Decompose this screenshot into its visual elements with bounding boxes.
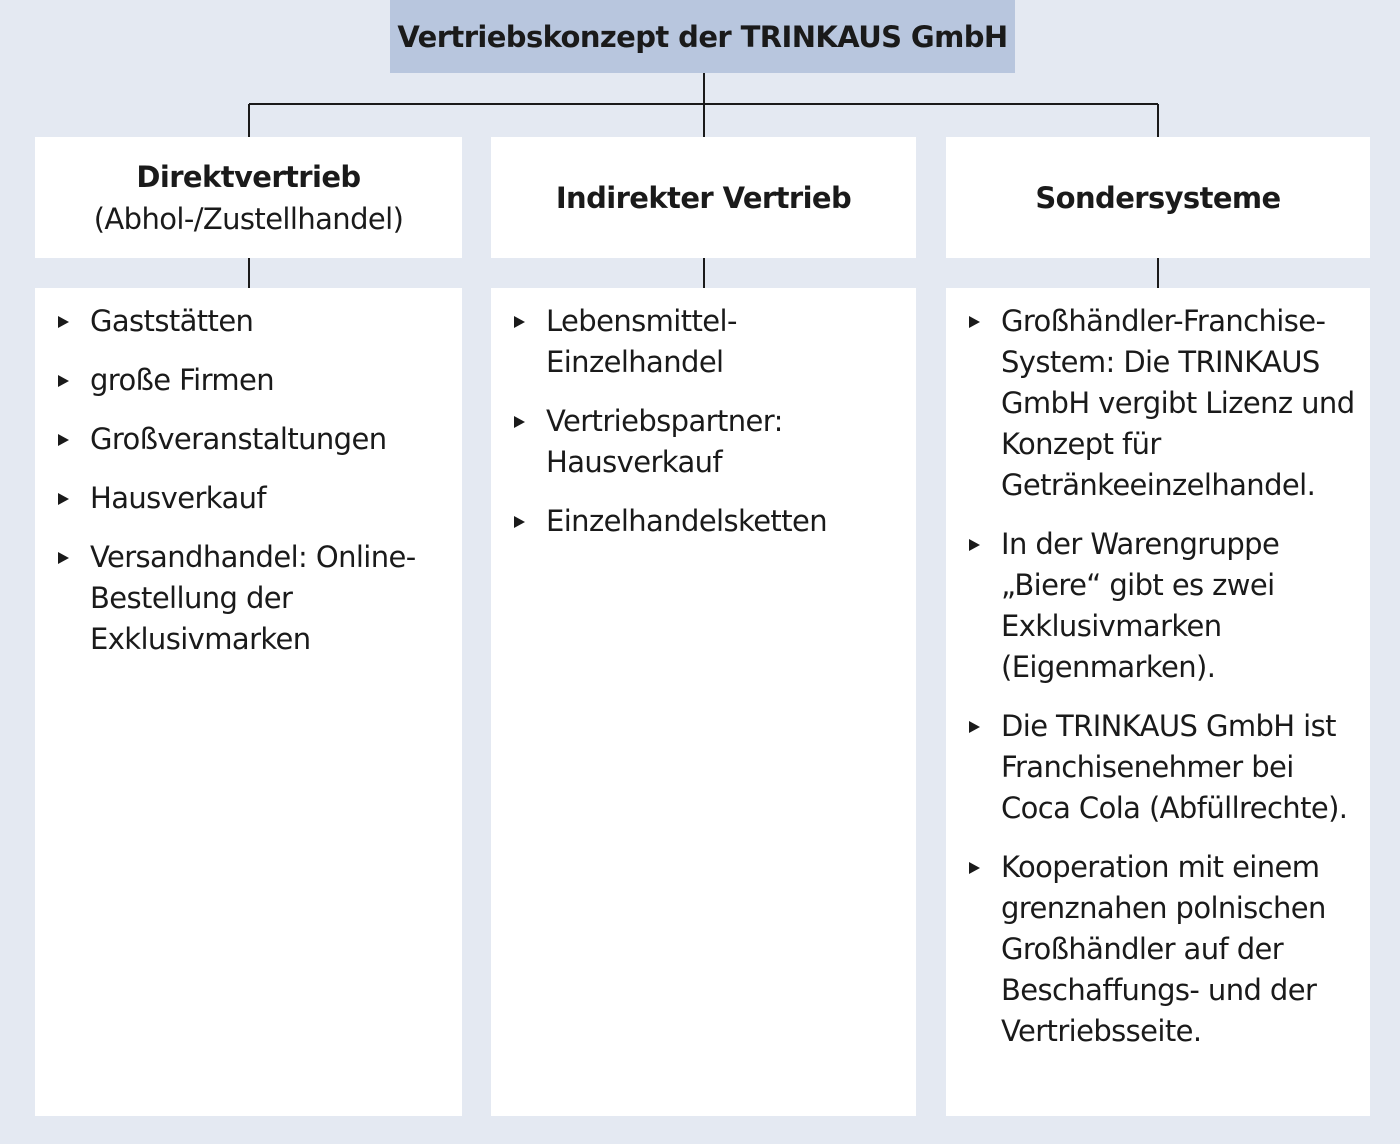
column-subtitle: (Abhol-/Zustellhandel) — [93, 201, 404, 236]
triangle-bullet-icon — [58, 493, 69, 505]
list-item-text: Einzelhandelsketten — [546, 504, 827, 538]
list-item — [35, 478, 462, 519]
list-item — [946, 301, 1370, 506]
list-item — [946, 847, 1370, 1052]
triangle-bullet-icon — [514, 316, 525, 328]
item-list — [946, 301, 1370, 1052]
column-title: Sondersysteme — [1035, 180, 1281, 215]
triangle-bullet-icon — [514, 416, 525, 428]
triangle-bullet-icon — [58, 316, 69, 328]
triangle-bullet-icon — [969, 862, 980, 874]
list-item-text: Kooperation mit einem grenznahen polnischen Großhändler auf der Beschaffungs- und der Vertriebsseite. — [1001, 850, 1326, 1048]
list-item — [35, 301, 462, 342]
triangle-bullet-icon — [58, 434, 69, 446]
list-item-text: große Firmen — [90, 363, 275, 397]
list-item-text: Versandhandel: Online-Bestellung der Exklusivmarken — [90, 540, 416, 656]
list-item — [491, 501, 916, 542]
column-header-direktvertrieb — [35, 137, 462, 258]
item-list — [35, 301, 462, 660]
list-item — [35, 360, 462, 401]
column-title: Indirekter Vertrieb — [555, 180, 852, 215]
triangle-bullet-icon — [58, 375, 69, 387]
triangle-bullet-icon — [514, 516, 525, 528]
root-node — [390, 0, 1015, 73]
list-item-text: Gaststätten — [90, 304, 254, 338]
list-item-text: In der Warengruppe „Biere“ gibt es zwei Exklusivmarken (Eigenmarken). — [1001, 527, 1280, 684]
list-item-text: Großhändler-Franchise-System: Die TRINKAUS GmbH vergibt Lizenz und Konzept für Getränkeeinzelhandel. — [1001, 304, 1355, 502]
list-item — [946, 706, 1370, 829]
column-title: Direktvertrieb — [136, 159, 361, 194]
triangle-bullet-icon — [58, 552, 69, 564]
column-body-indirekter-vertrieb — [491, 288, 916, 1116]
root-title: Vertriebskonzept der TRINKAUS GmbH — [397, 19, 1008, 54]
list-item — [946, 524, 1370, 688]
column-body-direktvertrieb — [35, 288, 462, 1116]
triangle-bullet-icon — [969, 316, 980, 328]
list-item-text: Großveranstaltungen — [90, 422, 387, 456]
list-item-text: Vertriebspartner: Hausverkauf — [546, 404, 783, 479]
list-item-text: Die TRINKAUS GmbH ist Franchisenehmer bei Coca Cola (Abfüllrechte). — [1001, 709, 1348, 825]
column-header-sondersysteme — [946, 137, 1370, 258]
list-item-text: Lebensmittel-Einzelhandel — [546, 304, 737, 379]
list-item — [491, 301, 916, 383]
list-item-text: Hausverkauf — [90, 481, 267, 515]
item-list — [491, 301, 916, 542]
list-item — [35, 419, 462, 460]
column-header-indirekter-vertrieb — [491, 137, 916, 258]
list-item — [491, 401, 916, 483]
triangle-bullet-icon — [969, 721, 980, 733]
triangle-bullet-icon — [969, 539, 980, 551]
column-body-sondersysteme — [946, 288, 1370, 1116]
list-item — [35, 537, 462, 660]
